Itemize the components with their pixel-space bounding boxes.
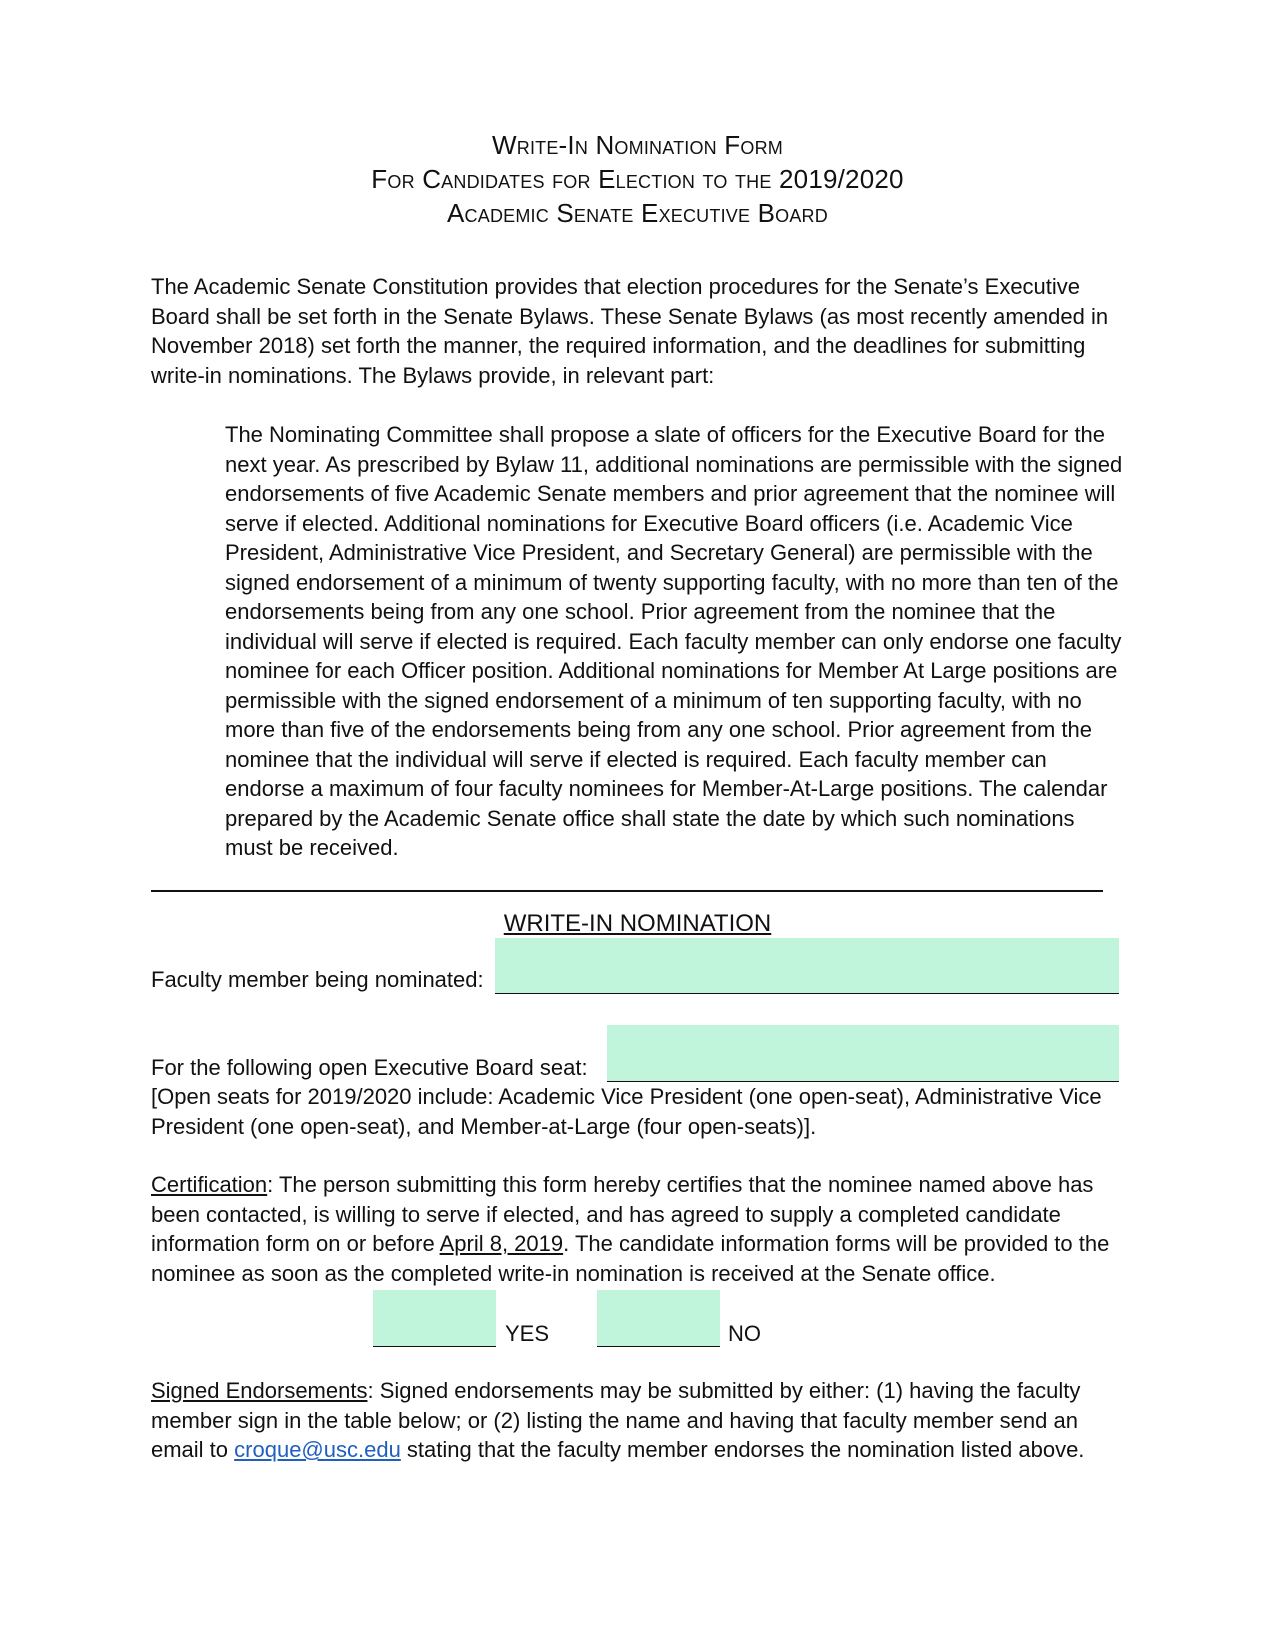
certification-heading: Certification [151,1172,268,1197]
certification-paragraph [151,1170,1136,1288]
endorsements-text-1: : Signed endorsements may be submitted by either: (1) having the faculty member sign in the table below; or (2) listing the name and having that faculty member send an email to [151,1378,1081,1462]
yes-label: YES [505,1321,550,1346]
no-checkbox-field[interactable] [597,1290,720,1347]
section-divider [151,890,1103,892]
form-title-line-2: For Candidates for Election to the 2019/2020 [371,164,904,194]
certification-text-2: . The candidate information forms will be provided to the nominee as soon as the completed write-in nomination is received at the Senate office. [151,1231,1110,1286]
open-seats-note: [Open seats for 2019/2020 include: Academic Vice President (one open-seat), Administrative Vice President (one open-seat), and Member-at-Large (four open-seats)]. [151,1084,1102,1139]
form-title-line-1: Write-In Nomination Form [492,130,783,160]
email-link[interactable]: croque@usc.edu [234,1437,401,1462]
bylaw-quote: The Nominating Committee shall propose a slate of officers for the Executive Board for the next year. As prescribed by Bylaw 11, additional nominations are permissible with the signed endorsements of five Academic Senate members and prior agreement that the nominee will serve if elected. Additional nominations for Executive Board officers (i.e. Academic Vice President, Administrative Vice President, and Secretary General) are permissible with the signed endorsement of a minimum of twenty supporting faculty, with no more than ten of the endorsements being from any one school. Prior agreement from the nominee that the individual will serve if elected is required. Each faculty member can only endorse one faculty nominee for each Officer position. Additional nominations for Member At Large positions are permissible with the signed endorsement of a minimum of ten supporting faculty, with no more than five of the endorsements being from any one school. Prior agreement from the nominee that the individual will serve if elected is required. Each faculty member can endorse a maximum of four faculty nominees for Member-At-Large positions. The calendar prepared by the Academic Senate office shall state the date by which such nominations must be received. [225,422,1123,860]
write-in-heading: WRITE-IN NOMINATION [503,910,772,937]
nominee-input[interactable] [495,938,1119,994]
endorsements-paragraph [151,1376,1126,1465]
seat-label: For the following open Executive Board seat: [151,1055,588,1080]
form-title-line-3: Academic Senate Executive Board [447,198,828,228]
no-label: NO [728,1321,761,1346]
endorsements-heading: Signed Endorsements [151,1378,368,1403]
deadline-date: April 8, 2019 [439,1231,564,1256]
nominee-label: Faculty member being nominated: [151,967,484,992]
certification-text-1: : The person submitting this form hereby certifies that the nominee named above has been contacted, is willing to serve if elected, and has agreed to supply a completed candidate information form on or before [151,1172,1094,1256]
seat-input[interactable] [607,1025,1119,1082]
endorsements-text-2: stating that the faculty member endorses the nomination listed above. [400,1437,1085,1462]
yes-checkbox-field[interactable] [373,1290,496,1347]
intro-paragraph: The Academic Senate Constitution provides that election procedures for the Senate’s Executive Board shall be set forth in the Senate Bylaws. These Senate Bylaws (as most recently amended in November 2018) set forth the manner, the required information, and the deadlines for submitting write-in nominations. The Bylaws provide, in relevant part: [151,274,1109,388]
